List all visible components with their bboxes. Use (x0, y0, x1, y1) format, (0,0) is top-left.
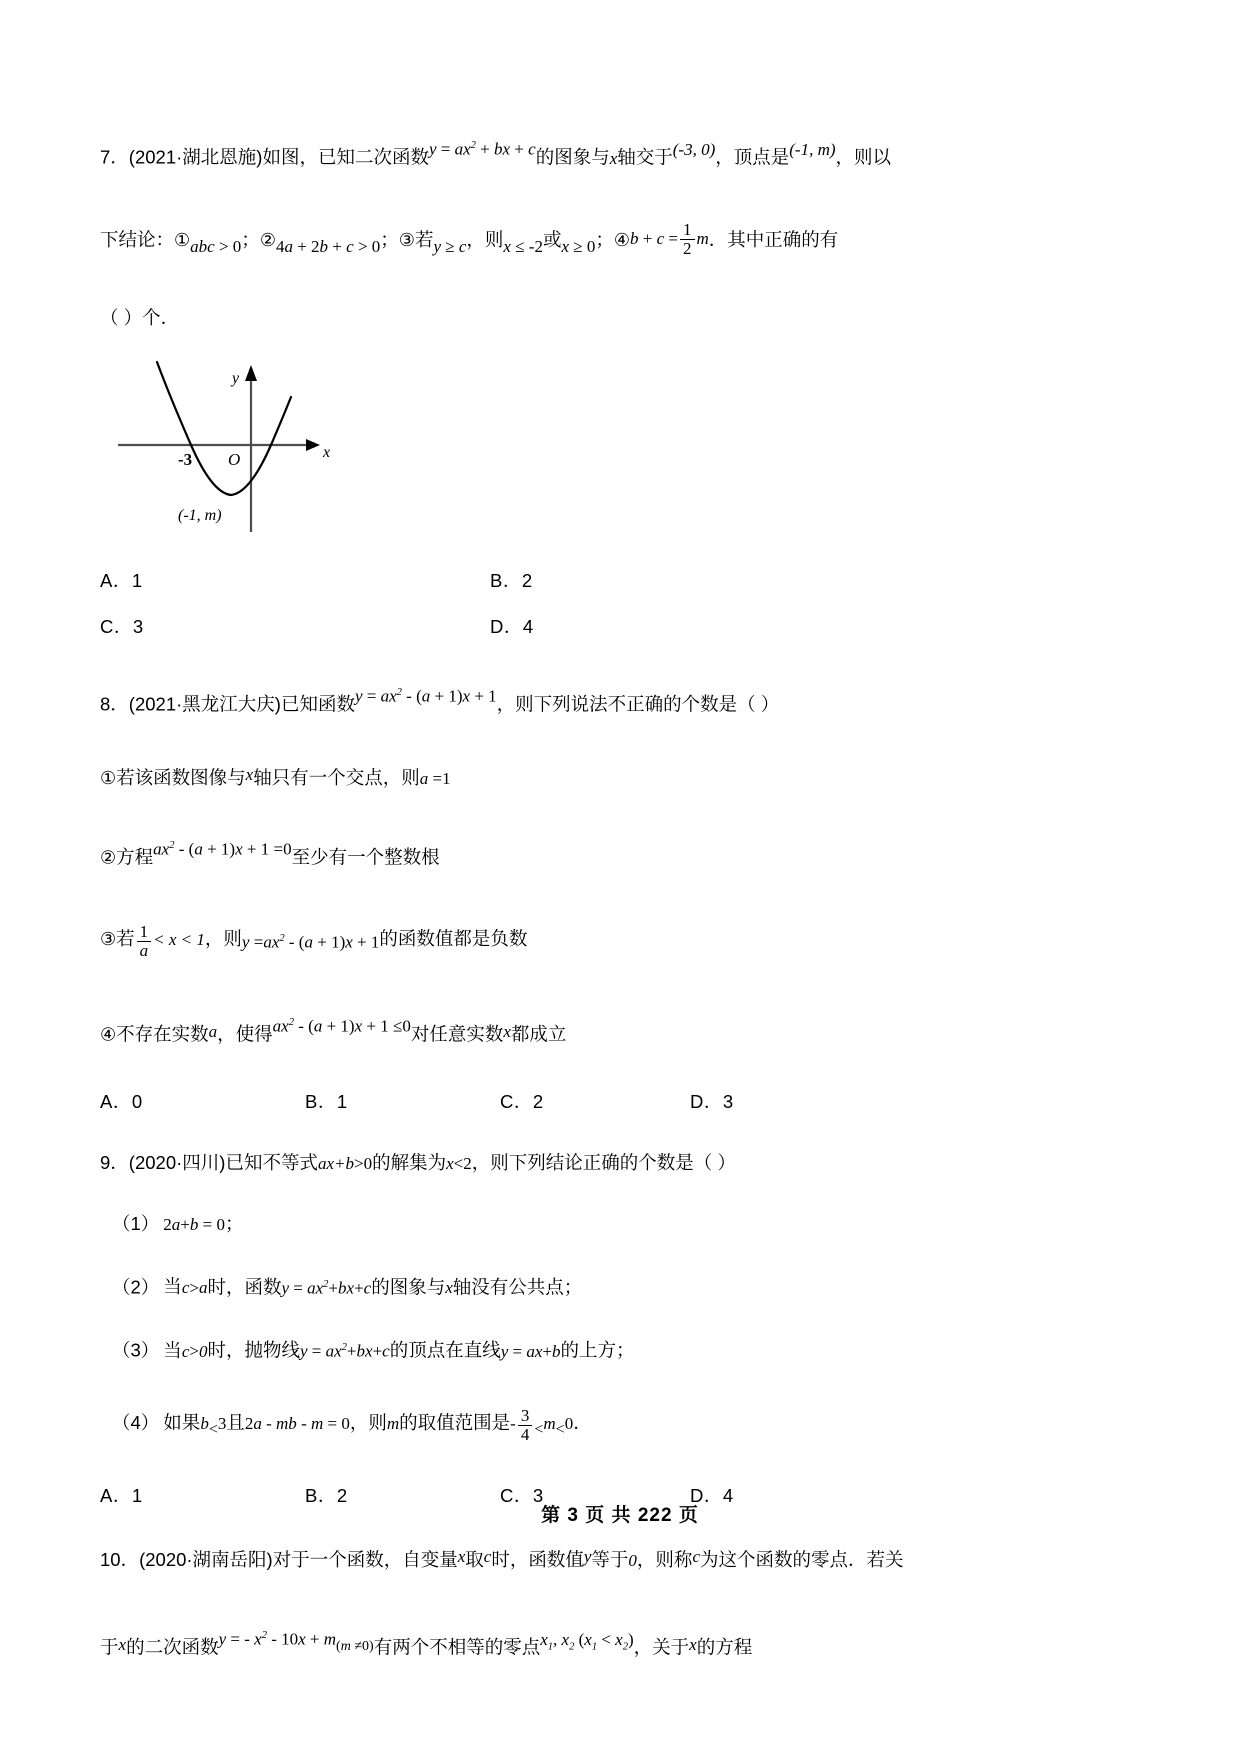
problem-8-item3-cond (135, 914, 205, 966)
problem-8-choice-a-key: A． (100, 1090, 132, 1112)
page-content (100, 120, 1100, 1674)
problem-7-choice-d-text: 4 (522, 615, 534, 637)
problem-10-text-b: 取 (465, 1548, 484, 1570)
problem-8-item3-frac-den: a (137, 941, 152, 960)
problem-9-line-1 (100, 1140, 1100, 1187)
problem-7-figure (110, 357, 370, 537)
problem-10-number: 10． (100, 1548, 140, 1570)
problem-9-item-1 (100, 1201, 1100, 1248)
problem-8-item-3 (100, 913, 1100, 969)
problem-10-var-x2: x (118, 1634, 127, 1654)
problem-8-item2-mark: ② (100, 847, 117, 869)
problem-7-item2: 4a + 2b + c > 0 (275, 236, 381, 256)
problem-7-choice-d[interactable] (490, 613, 534, 641)
problem-10-text-f: 为这个函数的零点．若关 (699, 1548, 904, 1570)
problem-10-zeros: $x_1$, $x_2$ $(x_1 < x_2)$ (540, 1629, 634, 1652)
problem-7-number: 7． (100, 146, 129, 168)
problem-9-choice-a-key: A． (100, 1484, 132, 1506)
problem-7-line-3 (100, 295, 1100, 341)
problem-9-item4-frac-den: 4 (518, 1425, 533, 1444)
problem-8-choice-d-key: D． (690, 1090, 723, 1112)
problem-9-item3-text-a: 当 (163, 1339, 182, 1361)
parabola-curve (157, 362, 291, 495)
problem-9-item4-text-b: 且 (226, 1411, 245, 1433)
problem-7-choice-b[interactable] (490, 567, 533, 595)
problem-7-item1: abc > 0 (190, 236, 242, 256)
problem-9-sol-var: x (446, 1153, 454, 1173)
problem-8-item-2 (100, 820, 1100, 885)
problem-8-text-b: ，则下列说法不正确的个数是（ ） (496, 693, 780, 715)
problem-7-item4-mark: ④ (613, 229, 631, 251)
problem-8-item-4 (100, 997, 1100, 1062)
y-axis-arrow (245, 365, 257, 381)
problem-7-item3-range-2: x ≥ 0 (561, 236, 596, 256)
problem-7-formula-quadratic: $y = ax^2$ + bx + c (428, 139, 536, 159)
problem-8-item3-text-a: 若 (116, 927, 135, 949)
problem-7-var-x: x (609, 148, 618, 168)
problem-9-item4-text-c: ，则 (349, 1411, 387, 1433)
problem-7-item1-mark: ① (174, 229, 191, 251)
problem-8-item2-text-a: 方程 (116, 846, 154, 868)
problem-9-gt: > (353, 1153, 364, 1173)
problem-8-item3-text-b: ，则 (204, 927, 242, 949)
problem-7-text-e: ，则以 (835, 146, 892, 168)
problem-8-choice-b-text: 1 (336, 1090, 348, 1112)
problem-7-choices-row-1 (100, 567, 1100, 605)
problem-9-item2-text-a: 当 (163, 1276, 182, 1298)
problem-10-line-1 (100, 1534, 1100, 1584)
problem-8-choice-c[interactable] (500, 1088, 544, 1116)
problem-9-item4-zero: 0 (564, 1413, 574, 1433)
problem-7-item2-mark: ② (259, 229, 276, 251)
problem-7-item4-rhs: m (696, 228, 709, 248)
problem-7-sep-1: ； (241, 228, 260, 250)
problem-9-item2-mark: （2） (112, 1276, 160, 1298)
problem-9-item4-text-d: 的取值范围是 (399, 1411, 511, 1433)
problem-9-item4-tail: ． (573, 1411, 592, 1433)
problem-9-item2-var-x: x (445, 1278, 453, 1298)
problem-8-item4-var-a: a (208, 1021, 218, 1041)
problem-9-number: 9． (100, 1151, 129, 1173)
problem-7-text-c: 轴交于 (617, 146, 673, 168)
problem-7-item3-mark: ③ (398, 229, 415, 251)
problem-8-item3-range: < x < 1 (153, 929, 205, 949)
problem-7-line-1 (100, 120, 1100, 185)
problem-7-choice-c-key: C． (100, 615, 133, 637)
page-footer: 第 3 页 共 222 页 (541, 1505, 699, 1526)
problem-8-choice-c-text: 2 (532, 1090, 544, 1112)
problem-7-item4-frac-num: 1 (683, 220, 692, 240)
problem-9-item-3 (100, 1325, 1100, 1375)
problem-9-item3-eq2: y = ax+b (500, 1341, 561, 1361)
parabola-graph-svg (110, 357, 370, 537)
problem-8-choice-b-key: B． (305, 1090, 337, 1112)
problem-7-item3-mid: ，则 (466, 228, 504, 250)
problem-10-cond: (m ≠0) (336, 1638, 374, 1654)
problem-8-number: 8． (100, 693, 129, 715)
problem-9-ineq: ax+b (317, 1153, 354, 1173)
problem-9-text-a: 已知不等式 (225, 1151, 318, 1173)
problem-8-item4-text-c: 对任意实数 (410, 1023, 504, 1045)
problem-7 (100, 120, 1100, 651)
problem-7-answer-blank: （ ）个． (100, 306, 180, 328)
problem-9-item4-minus: - (510, 1413, 516, 1433)
problem-8-item4-eq: $ax^2 - (a + 1)x + 1 \le 0$ (272, 1016, 411, 1036)
problem-8-item4-text-b: ，使得 (217, 1023, 273, 1045)
problem-8-item3-text-c: 的函数值都是负数 (379, 927, 528, 949)
problem-7-choice-d-key: D． (490, 615, 523, 637)
problem-10-var-x: x (457, 1546, 466, 1566)
problem-7-text-d: ，顶点是 (715, 146, 790, 168)
problem-7-sep-3: ； (595, 228, 614, 250)
problem-10-var-x3: x (689, 1634, 697, 1654)
problem-8-formula-fn: $y = ax^2 - (a + 1)x + 1$ (354, 686, 497, 706)
problem-9-item-2 (100, 1262, 1100, 1312)
problem-9-item3-eq: $y = ax^2+bx+c$ (299, 1341, 390, 1361)
problem-7-item4-frac-den: 2 (680, 239, 695, 258)
problem-10-text-g: 于 (100, 1636, 119, 1658)
problem-8-item2-eq: $ax^2 - (a + 1)x + 1 =0$ (153, 839, 292, 859)
problem-8-item1-mark: ① (100, 768, 117, 790)
problem-8-item1-eq: a =1 (419, 769, 451, 789)
problem-8-item4-text-a: 不存在实数 (116, 1023, 209, 1045)
problem-8-item4-mark: ④ (100, 1024, 117, 1046)
problem-9-item4-op: < (208, 1420, 218, 1438)
problem-8-item1-var-x: x (245, 765, 254, 785)
problem-8-item3-mark: ③ (100, 928, 117, 950)
problem-9-source: (2020·四川) (128, 1151, 226, 1173)
problem-10 (100, 1534, 1100, 1674)
problem-9-item4-text-a: 如果 (163, 1411, 201, 1433)
problem-7-text-b: 的图象与 (535, 146, 610, 168)
problem-8-choice-b[interactable] (305, 1088, 348, 1116)
problem-10-text-h: 的二次函数 (126, 1636, 219, 1658)
problem-8-item4-var-x: x (503, 1021, 511, 1041)
problem-9-item4-mm: m (543, 1413, 556, 1433)
problem-8-item1-text-b: 轴只有一个交点，则 (253, 767, 420, 789)
problem-9-choice-c-text: 3 (532, 1484, 544, 1506)
problem-10-eq: y = - $x^2 - 10x + m$ (218, 1629, 337, 1649)
problem-10-source: (2020·湖南岳阳) (139, 1548, 273, 1570)
origin-label: O (228, 449, 241, 469)
problem-7-choices-row-2 (100, 613, 1100, 651)
problem-9-choice-d-key: D． (690, 1484, 723, 1506)
problem-8-item3-eq: $y =ax^2 - (a + 1)x + 1$ (241, 932, 380, 952)
problem-8-item3-frac-num: 1 (139, 921, 149, 941)
problem-10-text-e: ，则称 (636, 1548, 693, 1570)
problem-9 (100, 1140, 1100, 1520)
problem-7-tail: ．其中正确的有 (708, 228, 839, 250)
problem-9-item4-range (510, 1398, 573, 1456)
problem-7-choice-b-key: B． (490, 569, 522, 591)
problem-8 (100, 667, 1100, 1126)
problem-10-var-c: c (483, 1546, 492, 1566)
problem-9-choice-b-text: 2 (336, 1484, 348, 1506)
x-axis-arrow (306, 439, 320, 451)
problem-8-item2-text-b: 至少有一个整数根 (291, 846, 440, 868)
problem-7-item3-range-1: x ≤ -2 (503, 236, 543, 256)
problem-9-item2-text-c: 的图象与 (371, 1276, 446, 1298)
problem-7-point-root: (-3, 0) (672, 139, 716, 159)
problem-10-zero: 0 (628, 1550, 637, 1570)
problem-10-text-c: 时，函数值 (491, 1548, 584, 1570)
problem-9-item4-b1: b (200, 1413, 209, 1433)
problem-9-choice-b-key: B． (305, 1484, 337, 1506)
problem-7-item3-lead: 若 (414, 228, 434, 250)
problem-7-item3-or: 或 (542, 228, 562, 250)
problem-10-text-i: 有两个不相等的零点 (373, 1636, 541, 1658)
problem-8-text-a: 已知函数 (280, 693, 355, 715)
problem-8-source: (2021·黑龙江大庆) (128, 693, 281, 715)
problem-9-item4-frac-num: 3 (520, 1405, 530, 1425)
problem-10-text-k: 的方程 (696, 1636, 753, 1658)
problem-10-var-y: y (583, 1546, 592, 1566)
problem-9-item2-text-d: 轴没有公共点； (452, 1276, 583, 1298)
problem-7-choice-c[interactable] (100, 613, 144, 641)
problem-8-choices-row (100, 1088, 1100, 1126)
problem-9-item2-op: > (189, 1278, 199, 1298)
y-axis-label: y (232, 369, 240, 387)
problem-9-item2-text-b: 时，函数 (207, 1276, 282, 1298)
problem-7-conclusions-lead: 下结论： (100, 228, 175, 250)
problem-9-zero: 0 (363, 1153, 373, 1173)
problem-9-item1-mark: （1） (112, 1212, 160, 1234)
problem-8-item-1 (100, 752, 1100, 802)
problem-7-choice-b-text: 2 (521, 569, 533, 591)
problem-9-item3-c2: 0 (198, 1341, 208, 1361)
problem-7-choice-a-text: 1 (131, 569, 143, 591)
problem-9-item2-c1: c (181, 1278, 190, 1298)
problem-7-source: (2021·湖北恩施) (128, 146, 263, 168)
problem-10-var-c2: c (692, 1546, 700, 1566)
problem-9-item3-c1: c (181, 1341, 190, 1361)
problem-7-sep-2: ； (380, 228, 399, 250)
problem-10-text-d: 等于 (591, 1548, 629, 1570)
vertex-label: (-1, m) (178, 506, 222, 524)
problem-8-line-1 (100, 667, 1100, 731)
x-axis-label: x (323, 443, 331, 461)
problem-9-item4-eq: 2a - mb - m = 0 (244, 1413, 350, 1433)
problem-9-item4-b2: 3 (217, 1413, 227, 1433)
problem-9-item3-text-d: 的上方； (560, 1339, 635, 1361)
problem-7-choice-c-text: 3 (132, 615, 144, 637)
problem-9-item4-var-m: m (386, 1413, 400, 1433)
problem-10-line-2 (100, 1610, 1100, 1674)
problem-7-text-a: 如图，已知二次函数 (262, 146, 429, 168)
problem-9-item2-c2: a (198, 1278, 208, 1298)
problem-9-two: 2 (463, 1153, 472, 1173)
problem-9-item3-text-c: 的顶点在直线 (389, 1339, 501, 1361)
problem-9-text-b: 的解集为 (372, 1151, 447, 1173)
problem-9-item1-tail: ； (224, 1212, 244, 1234)
problem-8-choice-a[interactable] (100, 1088, 143, 1116)
problem-7-line-2 (100, 213, 1100, 273)
problem-9-choice-d-text: 4 (722, 1484, 734, 1506)
problem-9-choice-a-text: 1 (131, 1484, 143, 1506)
problem-8-item1-text-a: 若该函数图像与 (116, 767, 246, 789)
problem-9-item3-mark: （3） (112, 1339, 160, 1361)
problem-7-point-vertex: (-1, m) (789, 139, 836, 159)
problem-8-item4-text-d: 都成立 (510, 1023, 567, 1045)
problem-10-text-j: ，关于 (633, 1636, 690, 1658)
problem-9-item-4 (100, 1397, 1100, 1456)
problem-7-choice-a-key: A． (100, 569, 132, 591)
problem-9-item3-text-b: 时，抛物线 (207, 1339, 300, 1361)
problem-7-item4: b + c = $\frac{1}{2}$ m (630, 220, 709, 259)
problem-8-choice-d-text: 3 (722, 1090, 734, 1112)
problem-9-lt: < (453, 1153, 464, 1173)
problem-9-text-c: ，则下列结论正确的个数是（ ） (471, 1151, 736, 1173)
x-tick-label-minus3: -3 (178, 449, 193, 469)
problem-9-item2-eq: $y = ax^2+bx+c$ (281, 1278, 372, 1298)
problem-9-item4-lt2: < (555, 1420, 565, 1438)
problem-8-choice-a-text: 0 (131, 1090, 143, 1112)
problem-9-item3-op: > (189, 1341, 199, 1361)
problem-7-item3-cond: y ≥ c (433, 236, 467, 256)
problem-8-choice-d[interactable] (690, 1088, 734, 1116)
problem-9-item4-mark: （4） (112, 1411, 160, 1433)
problem-9-choice-c-key: C． (500, 1484, 533, 1506)
problem-8-choice-c-key: C． (500, 1090, 533, 1112)
problem-7-choice-a[interactable] (100, 567, 143, 595)
problem-9-item1-eq: 2a+b = 0 (163, 1214, 225, 1234)
problem-10-text-a: 对于一个函数，自变量 (272, 1548, 458, 1570)
problem-9-item4-lt1: < (534, 1420, 544, 1438)
